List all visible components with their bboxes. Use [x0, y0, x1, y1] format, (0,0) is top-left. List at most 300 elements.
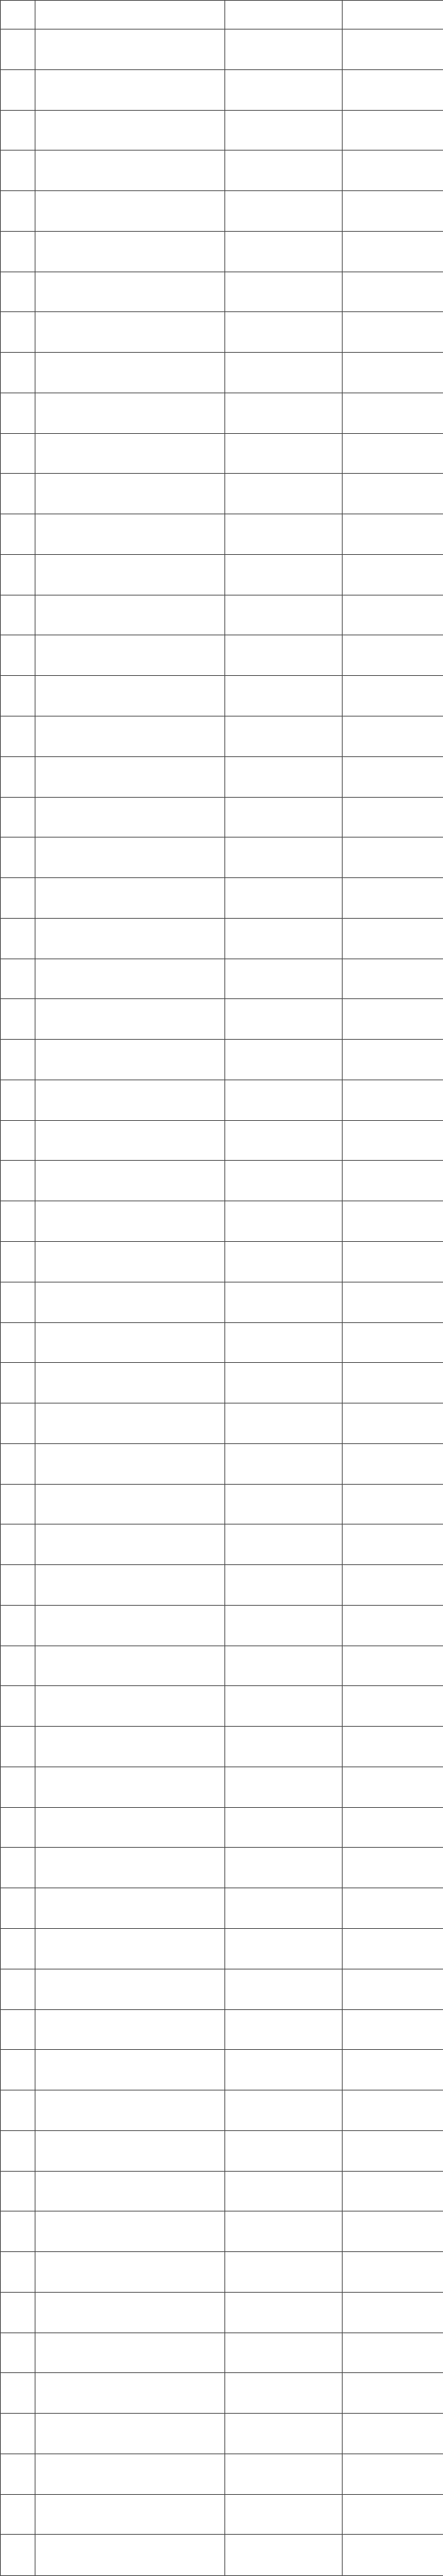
row-issuer	[343, 2252, 443, 2293]
row-award-title	[35, 676, 225, 716]
table-row	[1, 2373, 443, 2414]
table-row	[1, 30, 443, 70]
table-row	[1, 1282, 443, 1322]
row-award-title	[35, 2211, 225, 2252]
row-award-title	[35, 2252, 225, 2293]
row-issuer	[343, 1928, 443, 1969]
row-issuer	[343, 999, 443, 1040]
award-table-body	[1, 30, 443, 2576]
row-issuer	[343, 272, 443, 312]
row-index	[1, 2050, 35, 2090]
row-award-title	[35, 918, 225, 959]
row-winner	[225, 1767, 343, 1807]
header-winner	[225, 1, 343, 30]
row-index	[1, 1727, 35, 1767]
row-index	[1, 2292, 35, 2332]
row-issuer	[343, 959, 443, 999]
row-index	[1, 1282, 35, 1322]
table-row	[1, 2090, 443, 2131]
row-issuer	[343, 756, 443, 797]
row-index	[1, 30, 35, 70]
row-award-title	[35, 1848, 225, 1888]
row-winner	[225, 1403, 343, 1444]
row-issuer	[343, 1848, 443, 1888]
row-issuer	[343, 918, 443, 959]
row-index	[1, 433, 35, 474]
row-index	[1, 2414, 35, 2454]
row-winner	[225, 1686, 343, 1727]
row-award-title	[35, 1403, 225, 1444]
row-award-title	[35, 2009, 225, 2050]
row-winner	[225, 30, 343, 70]
row-index	[1, 1120, 35, 1161]
table-row	[1, 1969, 443, 2009]
row-issuer	[343, 1241, 443, 1282]
row-issuer	[343, 1888, 443, 1929]
row-winner	[225, 1201, 343, 1242]
row-winner	[225, 999, 343, 1040]
row-award-title	[35, 1080, 225, 1120]
row-winner	[225, 554, 343, 595]
row-issuer	[343, 1524, 443, 1565]
table-row	[1, 231, 443, 272]
row-issuer	[343, 191, 443, 232]
row-issuer	[343, 2292, 443, 2332]
row-index	[1, 676, 35, 716]
row-index	[1, 2535, 35, 2576]
row-award-title	[35, 959, 225, 999]
row-award-title	[35, 2332, 225, 2373]
row-issuer	[343, 1080, 443, 1120]
row-winner	[225, 2332, 343, 2373]
row-winner	[225, 1807, 343, 1848]
row-index	[1, 1322, 35, 1363]
header-award-title	[35, 1, 225, 30]
row-award-title	[35, 1605, 225, 1646]
row-index	[1, 1767, 35, 1807]
row-issuer	[343, 514, 443, 555]
row-issuer	[343, 69, 443, 110]
row-winner	[225, 2535, 343, 2576]
row-winner	[225, 797, 343, 838]
row-issuer	[343, 353, 443, 393]
row-award-title	[35, 231, 225, 272]
row-winner	[225, 272, 343, 312]
table-row	[1, 1848, 443, 1888]
row-award-title	[35, 30, 225, 70]
award-table-header	[1, 1, 443, 30]
row-award-title	[35, 1727, 225, 1767]
row-index	[1, 918, 35, 959]
row-issuer	[343, 151, 443, 191]
row-winner	[225, 191, 343, 232]
table-row	[1, 2535, 443, 2576]
row-issuer	[343, 1120, 443, 1161]
row-issuer	[343, 231, 443, 272]
row-issuer	[343, 312, 443, 353]
row-index	[1, 716, 35, 757]
row-award-title	[35, 1928, 225, 1969]
row-award-title	[35, 1443, 225, 1484]
row-winner	[225, 918, 343, 959]
row-winner	[225, 838, 343, 878]
table-row	[1, 1403, 443, 1444]
table-row	[1, 1727, 443, 1767]
row-award-title	[35, 756, 225, 797]
table-row	[1, 2414, 443, 2454]
table-row	[1, 1322, 443, 1363]
row-winner	[225, 514, 343, 555]
row-award-title	[35, 2494, 225, 2535]
table-row	[1, 2130, 443, 2171]
row-index	[1, 1241, 35, 1282]
table-row	[1, 2292, 443, 2332]
row-index	[1, 1403, 35, 1444]
table-row	[1, 1080, 443, 1120]
row-winner	[225, 1888, 343, 1929]
row-index	[1, 1080, 35, 1120]
row-issuer	[343, 1282, 443, 1322]
row-index	[1, 1484, 35, 1524]
table-row	[1, 272, 443, 312]
row-winner	[225, 1848, 343, 1888]
table-row	[1, 393, 443, 433]
row-index	[1, 2211, 35, 2252]
row-award-title	[35, 2414, 225, 2454]
row-award-title	[35, 353, 225, 393]
row-index	[1, 1888, 35, 1929]
table-row	[1, 918, 443, 959]
row-issuer	[343, 2009, 443, 2050]
row-index	[1, 2171, 35, 2211]
row-winner	[225, 1120, 343, 1161]
row-issuer	[343, 554, 443, 595]
row-index	[1, 1443, 35, 1484]
row-issuer	[343, 1727, 443, 1767]
row-index	[1, 110, 35, 151]
row-winner	[225, 2414, 343, 2454]
row-issuer	[343, 676, 443, 716]
row-issuer	[343, 474, 443, 514]
row-winner	[225, 1727, 343, 1767]
row-issuer	[343, 1807, 443, 1848]
row-index	[1, 2454, 35, 2494]
row-issuer	[343, 595, 443, 635]
table-row	[1, 2454, 443, 2494]
table-row	[1, 433, 443, 474]
row-issuer	[343, 2050, 443, 2090]
row-award-title	[35, 1524, 225, 1565]
table-row	[1, 514, 443, 555]
table-row	[1, 1605, 443, 1646]
table-row	[1, 635, 443, 676]
row-index	[1, 1161, 35, 1201]
row-index	[1, 312, 35, 353]
row-index	[1, 191, 35, 232]
row-award-title	[35, 1201, 225, 1242]
table-row	[1, 1524, 443, 1565]
row-index	[1, 69, 35, 110]
table-row	[1, 1767, 443, 1807]
row-award-title	[35, 1807, 225, 1848]
row-index	[1, 595, 35, 635]
row-award-title	[35, 1686, 225, 1727]
table-row	[1, 2494, 443, 2535]
table-row	[1, 1241, 443, 1282]
row-award-title	[35, 151, 225, 191]
row-issuer	[343, 1161, 443, 1201]
row-winner	[225, 676, 343, 716]
row-issuer	[343, 110, 443, 151]
row-winner	[225, 231, 343, 272]
row-winner	[225, 1646, 343, 1686]
row-award-title	[35, 1161, 225, 1201]
row-index	[1, 959, 35, 999]
row-index	[1, 554, 35, 595]
row-award-title	[35, 2090, 225, 2131]
row-award-title	[35, 1646, 225, 1686]
row-index	[1, 838, 35, 878]
row-award-title	[35, 1363, 225, 1403]
table-row	[1, 2050, 443, 2090]
header-index	[1, 1, 35, 30]
row-award-title	[35, 838, 225, 878]
row-award-title	[35, 1282, 225, 1322]
row-award-title	[35, 2050, 225, 2090]
table-row	[1, 2211, 443, 2252]
table-row	[1, 1686, 443, 1727]
row-index	[1, 2373, 35, 2414]
table-row	[1, 1888, 443, 1929]
table-row	[1, 1484, 443, 1524]
row-index	[1, 151, 35, 191]
row-issuer	[343, 1403, 443, 1444]
row-winner	[225, 312, 343, 353]
row-issuer	[343, 838, 443, 878]
row-issuer	[343, 1443, 443, 1484]
row-issuer	[343, 2332, 443, 2373]
row-index	[1, 1565, 35, 1606]
row-index	[1, 1969, 35, 2009]
table-row	[1, 999, 443, 1040]
table-row	[1, 1807, 443, 1848]
row-winner	[225, 2454, 343, 2494]
row-winner	[225, 1080, 343, 1120]
table-row	[1, 797, 443, 838]
row-issuer	[343, 716, 443, 757]
row-index	[1, 756, 35, 797]
table-row	[1, 1040, 443, 1080]
table-row	[1, 1363, 443, 1403]
row-index	[1, 1807, 35, 1848]
row-winner	[225, 1484, 343, 1524]
row-award-title	[35, 635, 225, 676]
row-index	[1, 1928, 35, 1969]
row-winner	[225, 2050, 343, 2090]
table-row	[1, 676, 443, 716]
row-winner	[225, 716, 343, 757]
table-row	[1, 1120, 443, 1161]
row-award-title	[35, 312, 225, 353]
table-row	[1, 2332, 443, 2373]
row-winner	[225, 2090, 343, 2131]
row-issuer	[343, 2130, 443, 2171]
table-row	[1, 756, 443, 797]
row-award-title	[35, 878, 225, 919]
row-winner	[225, 1322, 343, 1363]
table-row	[1, 2009, 443, 2050]
row-winner	[225, 69, 343, 110]
row-issuer	[343, 2414, 443, 2454]
row-award-title	[35, 999, 225, 1040]
row-award-title	[35, 2454, 225, 2494]
table-row	[1, 1565, 443, 1606]
row-award-title	[35, 1888, 225, 1929]
row-index	[1, 1201, 35, 1242]
row-issuer	[343, 1363, 443, 1403]
row-winner	[225, 353, 343, 393]
row-award-title	[35, 2130, 225, 2171]
row-issuer	[343, 1322, 443, 1363]
table-row	[1, 110, 443, 151]
row-index	[1, 474, 35, 514]
row-index	[1, 2252, 35, 2293]
row-issuer	[343, 2171, 443, 2211]
row-index	[1, 1848, 35, 1888]
row-winner	[225, 635, 343, 676]
row-index	[1, 1524, 35, 1565]
row-index	[1, 999, 35, 1040]
row-issuer	[343, 797, 443, 838]
row-issuer	[343, 878, 443, 919]
row-issuer	[343, 1767, 443, 1807]
row-award-title	[35, 2292, 225, 2332]
row-issuer	[343, 1969, 443, 2009]
row-winner	[225, 474, 343, 514]
row-issuer	[343, 1201, 443, 1242]
row-index	[1, 878, 35, 919]
row-issuer	[343, 1605, 443, 1646]
row-winner	[225, 756, 343, 797]
row-index	[1, 393, 35, 433]
row-award-title	[35, 716, 225, 757]
row-award-title	[35, 69, 225, 110]
row-issuer	[343, 30, 443, 70]
row-issuer	[343, 2494, 443, 2535]
table-row	[1, 716, 443, 757]
row-award-title	[35, 1969, 225, 2009]
row-index	[1, 2009, 35, 2050]
row-winner	[225, 2252, 343, 2293]
row-award-title	[35, 797, 225, 838]
table-row	[1, 1161, 443, 1201]
row-award-title	[35, 1120, 225, 1161]
table-row	[1, 878, 443, 919]
row-index	[1, 514, 35, 555]
row-winner	[225, 595, 343, 635]
row-index	[1, 2090, 35, 2131]
row-issuer	[343, 2090, 443, 2131]
row-award-title	[35, 272, 225, 312]
row-index	[1, 1605, 35, 1646]
row-winner	[225, 1040, 343, 1080]
row-award-title	[35, 2373, 225, 2414]
table-row	[1, 191, 443, 232]
table-row	[1, 353, 443, 393]
row-winner	[225, 1928, 343, 1969]
table-row	[1, 959, 443, 999]
row-issuer	[343, 1646, 443, 1686]
row-award-title	[35, 554, 225, 595]
table-row	[1, 554, 443, 595]
row-index	[1, 1363, 35, 1403]
row-award-title	[35, 1565, 225, 1606]
row-winner	[225, 2130, 343, 2171]
row-index	[1, 2494, 35, 2535]
table-row	[1, 1646, 443, 1686]
row-award-title	[35, 433, 225, 474]
row-winner	[225, 2494, 343, 2535]
row-winner	[225, 151, 343, 191]
row-winner	[225, 1443, 343, 1484]
row-award-title	[35, 474, 225, 514]
row-issuer	[343, 2373, 443, 2414]
row-winner	[225, 959, 343, 999]
row-award-title	[35, 1322, 225, 1363]
row-award-title	[35, 110, 225, 151]
row-winner	[225, 1241, 343, 1282]
row-index	[1, 797, 35, 838]
row-award-title	[35, 191, 225, 232]
row-index	[1, 635, 35, 676]
table-row	[1, 1201, 443, 1242]
row-winner	[225, 1161, 343, 1201]
row-award-title	[35, 2535, 225, 2576]
row-award-title	[35, 1241, 225, 1282]
row-winner	[225, 2211, 343, 2252]
row-issuer	[343, 2535, 443, 2576]
table-row	[1, 595, 443, 635]
row-issuer	[343, 1040, 443, 1080]
row-winner	[225, 1282, 343, 1322]
row-issuer	[343, 393, 443, 433]
row-winner	[225, 1524, 343, 1565]
award-table-header-row	[1, 1, 443, 30]
table-row	[1, 312, 443, 353]
row-index	[1, 2130, 35, 2171]
row-winner	[225, 2171, 343, 2211]
row-issuer	[343, 433, 443, 474]
table-row	[1, 2252, 443, 2293]
row-index	[1, 272, 35, 312]
table-row	[1, 838, 443, 878]
row-winner	[225, 878, 343, 919]
row-winner	[225, 110, 343, 151]
table-row	[1, 2171, 443, 2211]
row-award-title	[35, 514, 225, 555]
row-winner	[225, 2009, 343, 2050]
table-row	[1, 1928, 443, 1969]
row-award-title	[35, 393, 225, 433]
row-award-title	[35, 595, 225, 635]
row-winner	[225, 1565, 343, 1606]
row-winner	[225, 1363, 343, 1403]
row-winner	[225, 2373, 343, 2414]
row-issuer	[343, 2454, 443, 2494]
row-index	[1, 231, 35, 272]
row-winner	[225, 1969, 343, 2009]
table-row	[1, 474, 443, 514]
